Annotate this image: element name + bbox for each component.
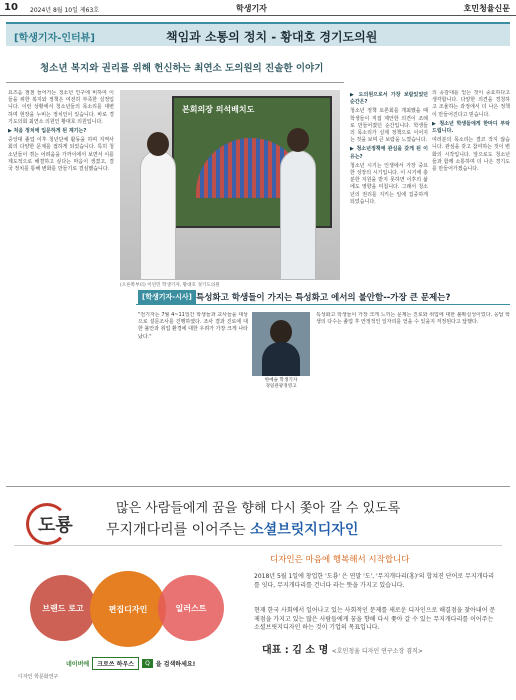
question-heading: ▶ 처음 정치에 입문하게 된 계기는?	[8, 128, 87, 135]
reporter-caption: 한예슬 학생기자 경일관광경영고	[264, 378, 298, 389]
question-heading: ▶ 청소년 학생들에게 한마디 부탁드립니다.	[432, 120, 510, 135]
article2-title: 특성화고 학생들이 가지는 특성화고 에서의 불안함--가장 큰 문제는?	[196, 293, 451, 303]
person-body	[262, 342, 300, 376]
venn-brand-logo: 브랜드 로고	[30, 575, 96, 641]
venn-editorial-design: 편집디자인	[90, 571, 166, 647]
article-subtitle: 청소년 복지와 권리를 위해 헌신하는 최연소 도의원의 진솔한 이야기	[40, 63, 324, 74]
paragraph: "전기자는 7월 4~11일간 학생들과 교사들을 대상으로 설문조사를 진행하였다. 조사 결과 진로에 대한 불안과 취업 환경에 대한 우려가 가장 크게 나타났다."	[138, 312, 248, 340]
article-title-bar	[6, 22, 510, 46]
ad-ceo	[262, 641, 423, 656]
person-head	[270, 320, 292, 344]
person-student	[140, 150, 176, 280]
ad-ceo-org: <호민청율 디자인 연구소장 겸직>	[331, 648, 423, 655]
article2-column-1	[138, 312, 248, 480]
advertisement	[6, 486, 510, 696]
issue-date: 2024년 8월 10일 제63호	[30, 7, 100, 14]
paragraph: 청소년 정책 토론회를 개최했을 때 학생들이 직접 제안한 의견이 조례로 만들어졌던 순간입니다. 학생들의 목소리가 실제 정책으로 이어지는 것을 보며 큰 보람을 느꼈습니다.	[350, 108, 428, 144]
paragraph: 중앙대 졸업 이후 청년단체 활동을 하며 지역사회의 다양한 문제를 접하게 되었습니다. 특히 청소년들이 겪는 어려움을 가까이에서 보면서 이를 제도적으로 해결하고 싶다는 마음이 생겼고, 결국 정치를 통해 변화를 만들기로 결심했습니다.	[8, 137, 114, 173]
reporter-photo	[252, 312, 310, 376]
ad-paragraph-1: 2018년 5월 1일에 창업한 '도룡' 은 연말 '도', '무지개다리(홍)'의 합쳐진 단어로 무지개다리를 잇다, 무지개다리를 건너다 라는 뜻을 가지고 있습니다.	[254, 573, 495, 589]
paragraph: 청소년 시기는 인생에서 가장 중요한 성장의 시기입니다. 이 시기에 충분한 지원을 받지 못하면 이후의 삶에도 영향을 미칩니다. 그래서 청소년의 권리를 지키는 일에 집중하게 되었습니다.	[350, 162, 428, 205]
logo-character-icon: 도룡	[38, 515, 73, 536]
paragraph: 요즈음 점점 늘어가는 청소년 인구에 비하여 이들을 위한 복지와 정책은 여전히 부족한 실정입니다. 이런 상황에서 청소년들의 목소리를 대변하며 현장을 누비는 정치인이 있습니다. 바로 경기도의회 최연소 의원인 황대호 의원입니다.	[8, 90, 114, 125]
article2-tag: [학생기자-시사]	[138, 290, 196, 304]
ad-headline-2b: 소셜브릿지디자인	[250, 522, 359, 538]
ad-headline-2	[106, 519, 358, 539]
search-brand: 네이버에	[66, 661, 90, 668]
logo-caption: 디자인 학문화연구	[18, 674, 59, 680]
article-tag: [학생기자-인터뷰]	[14, 33, 95, 44]
divider	[6, 82, 344, 83]
article-column-2	[350, 90, 428, 282]
question-heading: ▶ 청소년정책에 관심을 갖게 된 이유는?	[350, 146, 428, 160]
person-councilor	[280, 150, 316, 280]
search-icon[interactable]: Q	[142, 659, 153, 668]
ad-headline-2a: 무지개다리를 이어주는	[106, 522, 246, 538]
person-head	[147, 132, 169, 156]
article-title: 책임과 소통의 정치 - 황대호 경기도의원	[166, 30, 378, 44]
search-callout	[66, 657, 195, 670]
article-column-3	[432, 90, 510, 282]
photo-caption: (오른쪽부터) 이연민 학생기자, 황대호 경기도의원	[120, 283, 220, 288]
article-column-1	[8, 90, 114, 480]
question-heading: ▶ 도의원으로서 가장 보람있었던 순간은?	[350, 92, 428, 106]
board-title: 본회의장 의석배치도	[182, 105, 255, 114]
ad-ceo-name: 대표 : 김 소 명	[262, 645, 329, 656]
company-logo	[20, 501, 78, 547]
search-term-box[interactable]: 크로쓰 하우스	[92, 657, 139, 670]
divider	[14, 545, 502, 546]
ad-paragraph-2: 현재 한국 사회에서 일어나고 있는 사회적인 문제를 새로운 디자인으로 해결점을 찾아내어 문제점을 가지고 있는 많은 사람들에게 꿈을 향해 다시 쫓아 갈 수 있는 무지개다리를 이어주는 소셜브릿지디자인 하는 것이 기업의 목표입니다.	[254, 607, 496, 631]
person-head	[287, 128, 309, 152]
search-tail: 을 검색하세요!	[155, 661, 196, 668]
publisher-name: 호민청율신문	[463, 4, 510, 13]
article2-column-2	[316, 312, 510, 480]
venn-illustration: 일러스트	[158, 575, 224, 641]
paragraph: 특성화고 학생들이 가장 크게 느끼는 문제는 진로와 취업에 대한 불확실성이었다. 응답 학생의 다수는 졸업 후 안정적인 일자리를 얻을 수 있을지 걱정된다고 답했다.	[316, 312, 510, 326]
paragraph: 여러분의 목소리는 결코 작지 않습니다. 관심을 갖고 참여하는 것이 변화의 시작입니다. 앞으로도 청소년들과 함께 소통하며 더 나은 경기도를 만들어가겠습니다.	[432, 137, 510, 173]
page-number: 10	[4, 2, 18, 13]
interview-photo	[120, 90, 340, 280]
divider	[136, 304, 510, 305]
service-venn-diagram	[26, 567, 246, 667]
paragraph: 의 공감대를 얻는 것이 중요하다고 생각합니다. 다양한 의견을 경청하고 조율하는 과정에서 더 나은 정책이 만들어진다고 믿습니다.	[432, 90, 510, 118]
section-name: 학생기자	[236, 4, 267, 13]
ad-headline-1: 많은 사람들에게 꿈을 향해 다시 쫓아 갈 수 있도록	[116, 501, 401, 516]
page-header	[0, 0, 516, 16]
ad-handwriting: 디자인은 마음에 행복해서 시작합니다	[270, 555, 410, 565]
